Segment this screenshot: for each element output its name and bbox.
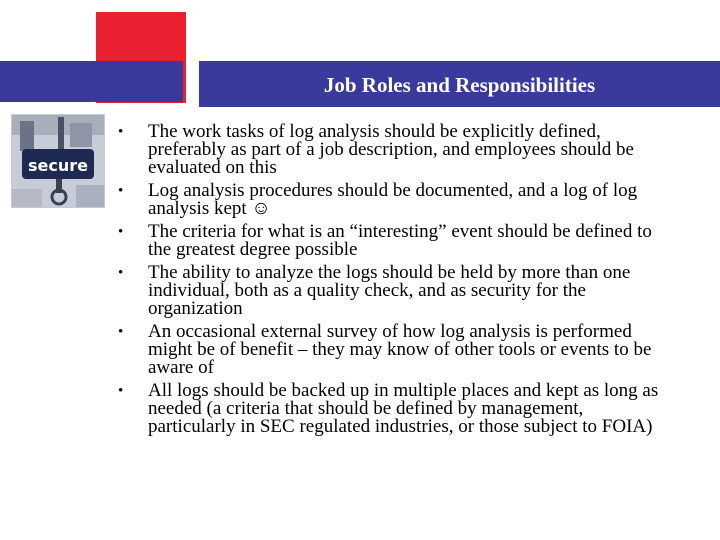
bullet-marker: • <box>118 324 124 340</box>
secure-image-label: secure <box>28 156 88 175</box>
bullet-marker: • <box>118 383 124 399</box>
bullet-text: An occasional external survey of how log analysis is performed might be of benefit – they may know of other tools or events to be aware of <box>148 321 652 378</box>
bullet-text: Log analysis procedures should be documented, and a log of log analysis kept ☺ <box>148 180 638 219</box>
bullet-text: All logs should be backed up in multiple places and kept as long as needed (a criteria that should be defined by management, particularly in SEC regulated industries, or those subject to FOIA) <box>148 380 659 437</box>
list-item <box>112 382 672 436</box>
list-item <box>112 323 672 377</box>
bullet-list <box>112 123 672 441</box>
secure-lock-image <box>11 114 105 208</box>
bullet-marker: • <box>118 224 124 240</box>
bullet-text: The criteria for what is an “interesting” event should be defined to the greatest degree possible <box>148 221 652 260</box>
list-item <box>112 223 672 259</box>
list-item <box>112 264 672 318</box>
bullet-marker: • <box>118 124 124 140</box>
slide-title: Job Roles and Responsibilities <box>323 73 596 97</box>
bullet-text: The ability to analyze the logs should be held by more than one individual, both as a quality check, and as security for the organization <box>148 262 631 319</box>
bullet-marker: • <box>118 183 124 199</box>
list-item <box>112 123 672 177</box>
bullet-marker: • <box>118 265 124 281</box>
bullet-text: The work tasks of log analysis should be explicitly defined, preferably as part of a job description, and employees should be evaluated on this <box>148 121 634 178</box>
list-item <box>112 182 672 218</box>
banner-left-segment <box>0 61 183 102</box>
